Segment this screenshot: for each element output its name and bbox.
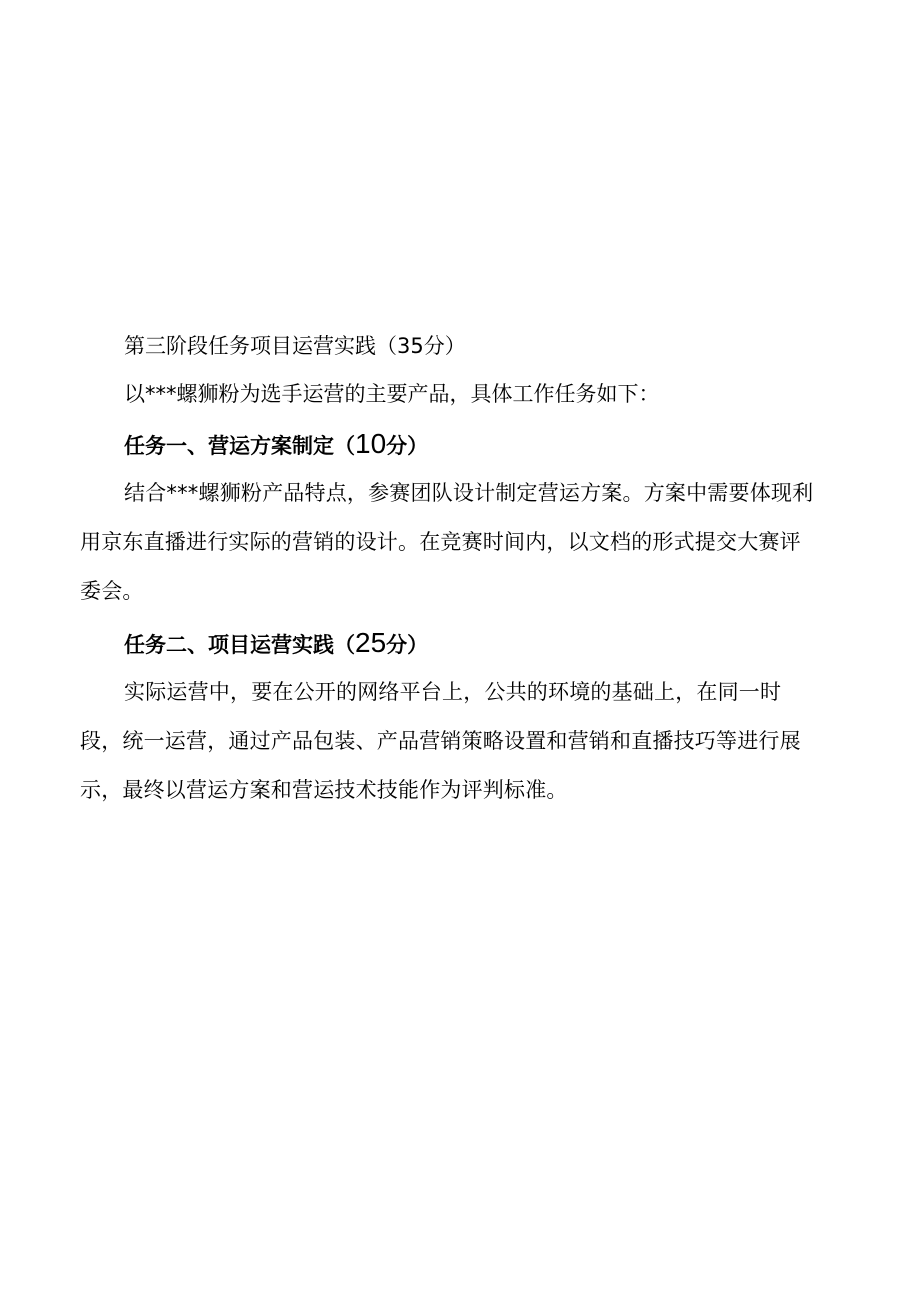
document-body xyxy=(80,326,830,819)
task1-body xyxy=(80,469,830,616)
task1-body-line-1: 结合***螺狮粉产品特点，参赛团队设计制定营运方案。方案中需要体现利 xyxy=(124,481,814,505)
task2-body-line-2: 段，统一运营，通过产品包装、产品营销策略设置和营销和直播技巧等进行展 xyxy=(80,729,801,753)
task2-title: 任务二、项目运营实践（ xyxy=(124,633,355,657)
task1-title: 任务一、营运方案制定（ xyxy=(124,434,355,458)
stage-title: 第三阶段任务项目运营实践（35分） xyxy=(124,334,466,358)
task2-body-line-3: 示，最终以营运方案和营运技术技能作为评判标准。 xyxy=(80,778,568,802)
task2-body xyxy=(80,668,830,815)
task2-heading xyxy=(80,620,830,668)
task1-score: 10 xyxy=(355,428,387,459)
task1-body-line-3: 委会。 xyxy=(80,579,144,603)
task1-heading xyxy=(80,421,830,469)
task2-body-line-1: 实际运营中，要在公开的网络平台上，公共的环境的基础上，在同一时 xyxy=(124,680,782,704)
task1-body-line-2: 用京东直播进行实际的营销的设计。在竞赛时间内，以文档的形式提交大赛评 xyxy=(80,530,801,554)
intro-text: 以***螺狮粉为选手运营的主要产品，具体工作任务如下： xyxy=(124,382,660,406)
task2-score: 25 xyxy=(355,627,387,658)
task1-unit: 分） xyxy=(386,434,429,458)
task2-unit: 分） xyxy=(386,633,429,657)
